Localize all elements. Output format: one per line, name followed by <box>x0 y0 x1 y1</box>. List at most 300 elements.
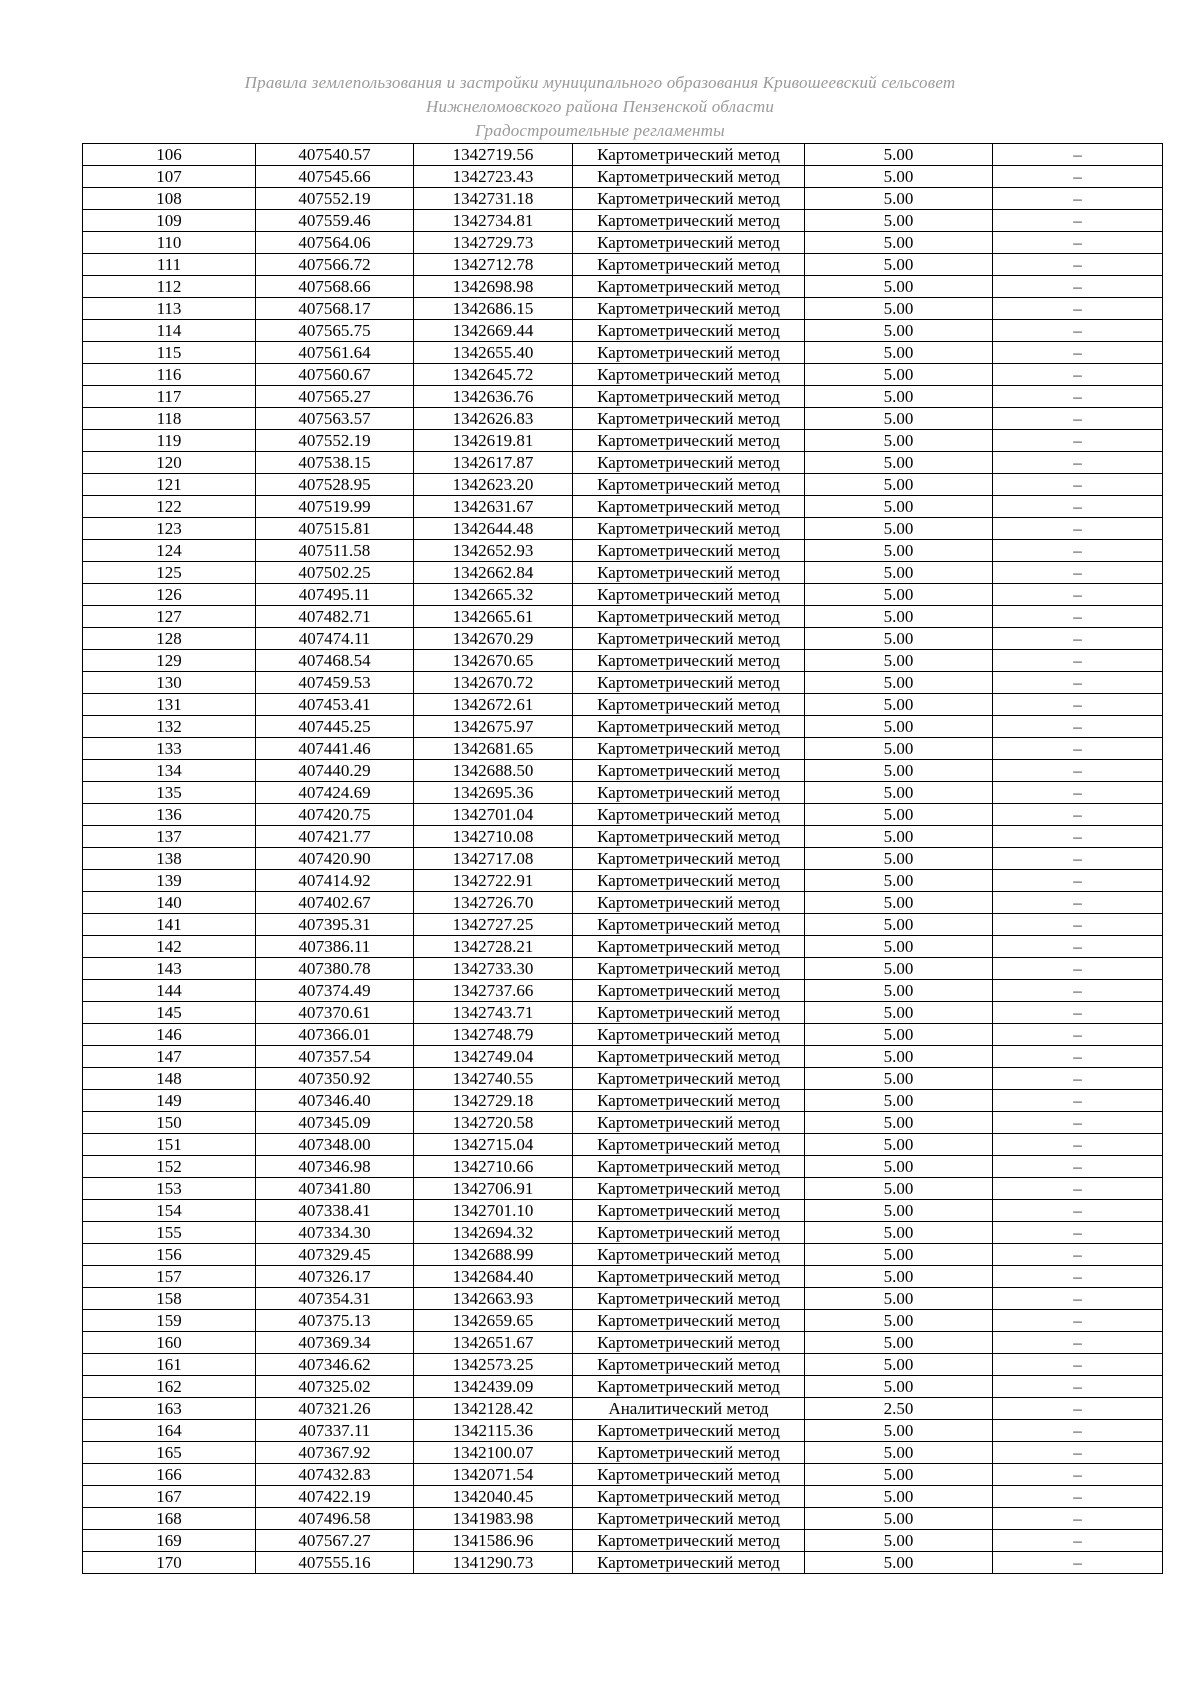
table-row <box>83 144 1163 166</box>
x-coordinate-cell: 407354.31 <box>256 1288 414 1310</box>
accuracy-cell: 5.00 <box>805 826 993 848</box>
table-row <box>83 518 1163 540</box>
method-cell: Картометрический метод <box>573 474 805 496</box>
x-coordinate-cell: 407545.66 <box>256 166 414 188</box>
method-cell: Картометрический метод <box>573 254 805 276</box>
table-row <box>83 892 1163 914</box>
method-cell: Картометрический метод <box>573 782 805 804</box>
table-row <box>83 1024 1163 1046</box>
x-coordinate-cell: 407346.98 <box>256 1156 414 1178</box>
table-row <box>83 1200 1163 1222</box>
table-row <box>83 1442 1163 1464</box>
description-cell: – <box>993 606 1163 628</box>
accuracy-cell: 5.00 <box>805 1244 993 1266</box>
description-cell: – <box>993 650 1163 672</box>
method-cell: Картометрический метод <box>573 1354 805 1376</box>
x-coordinate-cell: 407495.11 <box>256 584 414 606</box>
point-number-cell: 161 <box>83 1354 256 1376</box>
table-row <box>83 1530 1163 1552</box>
description-cell: – <box>993 1310 1163 1332</box>
point-number-cell: 117 <box>83 386 256 408</box>
method-cell: Картометрический метод <box>573 298 805 320</box>
x-coordinate-cell: 407420.75 <box>256 804 414 826</box>
accuracy-cell: 5.00 <box>805 716 993 738</box>
method-cell: Картометрический метод <box>573 914 805 936</box>
accuracy-cell: 5.00 <box>805 694 993 716</box>
y-coordinate-cell: 1342686.15 <box>414 298 573 320</box>
method-cell: Картометрический метод <box>573 1046 805 1068</box>
y-coordinate-cell: 1342722.91 <box>414 870 573 892</box>
description-cell: – <box>993 760 1163 782</box>
table-row <box>83 1156 1163 1178</box>
table-row <box>83 716 1163 738</box>
method-cell: Картометрический метод <box>573 562 805 584</box>
table-row <box>83 562 1163 584</box>
description-cell: – <box>993 870 1163 892</box>
table-row <box>83 1486 1163 1508</box>
x-coordinate-cell: 407502.25 <box>256 562 414 584</box>
accuracy-cell: 5.00 <box>805 584 993 606</box>
y-coordinate-cell: 1341586.96 <box>414 1530 573 1552</box>
method-cell: Картометрический метод <box>573 606 805 628</box>
point-number-cell: 126 <box>83 584 256 606</box>
x-coordinate-cell: 407325.02 <box>256 1376 414 1398</box>
point-number-cell: 138 <box>83 848 256 870</box>
x-coordinate-cell: 407482.71 <box>256 606 414 628</box>
x-coordinate-cell: 407559.46 <box>256 210 414 232</box>
table-row <box>83 914 1163 936</box>
accuracy-cell: 5.00 <box>805 1288 993 1310</box>
point-number-cell: 128 <box>83 628 256 650</box>
y-coordinate-cell: 1342040.45 <box>414 1486 573 1508</box>
method-cell: Картометрический метод <box>573 364 805 386</box>
point-number-cell: 113 <box>83 298 256 320</box>
x-coordinate-cell: 407414.92 <box>256 870 414 892</box>
x-coordinate-cell: 407459.53 <box>256 672 414 694</box>
table-row <box>83 958 1163 980</box>
accuracy-cell: 5.00 <box>805 1134 993 1156</box>
description-cell: – <box>993 1046 1163 1068</box>
table-row <box>83 320 1163 342</box>
x-coordinate-cell: 407552.19 <box>256 430 414 452</box>
table-row <box>83 672 1163 694</box>
point-number-cell: 170 <box>83 1552 256 1574</box>
y-coordinate-cell: 1342720.58 <box>414 1112 573 1134</box>
table-row <box>83 1310 1163 1332</box>
accuracy-cell: 5.00 <box>805 364 993 386</box>
description-cell: – <box>993 1090 1163 1112</box>
y-coordinate-cell: 1342737.66 <box>414 980 573 1002</box>
point-number-cell: 123 <box>83 518 256 540</box>
accuracy-cell: 5.00 <box>805 562 993 584</box>
x-coordinate-cell: 407422.19 <box>256 1486 414 1508</box>
description-cell: – <box>993 188 1163 210</box>
accuracy-cell: 5.00 <box>805 848 993 870</box>
description-cell: – <box>993 1376 1163 1398</box>
x-coordinate-cell: 407565.27 <box>256 386 414 408</box>
point-number-cell: 150 <box>83 1112 256 1134</box>
accuracy-cell: 5.00 <box>805 672 993 694</box>
coordinates-table-body <box>83 144 1163 1574</box>
method-cell: Картометрический метод <box>573 276 805 298</box>
y-coordinate-cell: 1342670.72 <box>414 672 573 694</box>
x-coordinate-cell: 407346.40 <box>256 1090 414 1112</box>
point-number-cell: 127 <box>83 606 256 628</box>
method-cell: Картометрический метод <box>573 210 805 232</box>
description-cell: – <box>993 1200 1163 1222</box>
point-number-cell: 165 <box>83 1442 256 1464</box>
y-coordinate-cell: 1342694.32 <box>414 1222 573 1244</box>
accuracy-cell: 5.00 <box>805 386 993 408</box>
accuracy-cell: 5.00 <box>805 1156 993 1178</box>
y-coordinate-cell: 1341983.98 <box>414 1508 573 1530</box>
accuracy-cell: 5.00 <box>805 1552 993 1574</box>
point-number-cell: 156 <box>83 1244 256 1266</box>
description-cell: – <box>993 254 1163 276</box>
description-cell: – <box>993 584 1163 606</box>
table-row <box>83 1398 1163 1420</box>
table-row <box>83 1112 1163 1134</box>
accuracy-cell: 5.00 <box>805 254 993 276</box>
point-number-cell: 124 <box>83 540 256 562</box>
description-cell: – <box>993 1354 1163 1376</box>
method-cell: Картометрический метод <box>573 1332 805 1354</box>
coordinates-table <box>82 143 1163 1574</box>
x-coordinate-cell: 407402.67 <box>256 892 414 914</box>
method-cell: Картометрический метод <box>573 1112 805 1134</box>
method-cell: Картометрический метод <box>573 144 805 166</box>
point-number-cell: 168 <box>83 1508 256 1530</box>
accuracy-cell: 5.00 <box>805 298 993 320</box>
accuracy-cell: 5.00 <box>805 1068 993 1090</box>
table-row <box>83 1244 1163 1266</box>
accuracy-cell: 5.00 <box>805 1222 993 1244</box>
y-coordinate-cell: 1342645.72 <box>414 364 573 386</box>
y-coordinate-cell: 1342100.07 <box>414 1442 573 1464</box>
accuracy-cell: 5.00 <box>805 1464 993 1486</box>
method-cell: Картометрический метод <box>573 1134 805 1156</box>
method-cell: Картометрический метод <box>573 1464 805 1486</box>
description-cell: – <box>993 364 1163 386</box>
method-cell: Картометрический метод <box>573 848 805 870</box>
table-row <box>83 1266 1163 1288</box>
x-coordinate-cell: 407341.80 <box>256 1178 414 1200</box>
accuracy-cell: 5.00 <box>805 1420 993 1442</box>
point-number-cell: 149 <box>83 1090 256 1112</box>
y-coordinate-cell: 1342723.43 <box>414 166 573 188</box>
accuracy-cell: 5.00 <box>805 1332 993 1354</box>
x-coordinate-cell: 407468.54 <box>256 650 414 672</box>
point-number-cell: 160 <box>83 1332 256 1354</box>
table-row <box>83 1046 1163 1068</box>
point-number-cell: 110 <box>83 232 256 254</box>
description-cell: – <box>993 716 1163 738</box>
description-cell: – <box>993 1178 1163 1200</box>
x-coordinate-cell: 407540.57 <box>256 144 414 166</box>
y-coordinate-cell: 1342665.61 <box>414 606 573 628</box>
table-row <box>83 1222 1163 1244</box>
description-cell: – <box>993 452 1163 474</box>
point-number-cell: 132 <box>83 716 256 738</box>
description-cell: – <box>993 1068 1163 1090</box>
y-coordinate-cell: 1342729.73 <box>414 232 573 254</box>
x-coordinate-cell: 407375.13 <box>256 1310 414 1332</box>
y-coordinate-cell: 1342115.36 <box>414 1420 573 1442</box>
y-coordinate-cell: 1342727.25 <box>414 914 573 936</box>
point-number-cell: 154 <box>83 1200 256 1222</box>
x-coordinate-cell: 407386.11 <box>256 936 414 958</box>
x-coordinate-cell: 407348.00 <box>256 1134 414 1156</box>
accuracy-cell: 5.00 <box>805 606 993 628</box>
accuracy-cell: 5.00 <box>805 1178 993 1200</box>
method-cell: Картометрический метод <box>573 540 805 562</box>
y-coordinate-cell: 1342659.65 <box>414 1310 573 1332</box>
method-cell: Картометрический метод <box>573 1530 805 1552</box>
accuracy-cell: 5.00 <box>805 914 993 936</box>
y-coordinate-cell: 1342670.65 <box>414 650 573 672</box>
y-coordinate-cell: 1342652.93 <box>414 540 573 562</box>
accuracy-cell: 5.00 <box>805 452 993 474</box>
description-cell: – <box>993 672 1163 694</box>
accuracy-cell: 5.00 <box>805 1442 993 1464</box>
x-coordinate-cell: 407564.06 <box>256 232 414 254</box>
method-cell: Картометрический метод <box>573 1288 805 1310</box>
description-cell: – <box>993 782 1163 804</box>
y-coordinate-cell: 1342662.84 <box>414 562 573 584</box>
method-cell: Картометрический метод <box>573 1420 805 1442</box>
point-number-cell: 144 <box>83 980 256 1002</box>
method-cell: Картометрический метод <box>573 1376 805 1398</box>
y-coordinate-cell: 1342651.67 <box>414 1332 573 1354</box>
y-coordinate-cell: 1342743.71 <box>414 1002 573 1024</box>
table-row <box>83 1068 1163 1090</box>
description-cell: – <box>993 1420 1163 1442</box>
accuracy-cell: 5.00 <box>805 144 993 166</box>
table-row <box>83 1464 1163 1486</box>
accuracy-cell: 5.00 <box>805 958 993 980</box>
table-row <box>83 848 1163 870</box>
accuracy-cell: 5.00 <box>805 892 993 914</box>
point-number-cell: 153 <box>83 1178 256 1200</box>
table-row <box>83 1134 1163 1156</box>
description-cell: – <box>993 144 1163 166</box>
description-cell: – <box>993 496 1163 518</box>
description-cell: – <box>993 914 1163 936</box>
y-coordinate-cell: 1341290.73 <box>414 1552 573 1574</box>
table-row <box>83 1090 1163 1112</box>
table-row <box>83 694 1163 716</box>
accuracy-cell: 5.00 <box>805 496 993 518</box>
table-row <box>83 1376 1163 1398</box>
y-coordinate-cell: 1342749.04 <box>414 1046 573 1068</box>
x-coordinate-cell: 407366.01 <box>256 1024 414 1046</box>
point-number-cell: 155 <box>83 1222 256 1244</box>
y-coordinate-cell: 1342684.40 <box>414 1266 573 1288</box>
point-number-cell: 145 <box>83 1002 256 1024</box>
point-number-cell: 169 <box>83 1530 256 1552</box>
point-number-cell: 125 <box>83 562 256 584</box>
table-row <box>83 804 1163 826</box>
description-cell: – <box>993 276 1163 298</box>
accuracy-cell: 5.00 <box>805 1266 993 1288</box>
description-cell: – <box>993 166 1163 188</box>
method-cell: Картометрический метод <box>573 870 805 892</box>
accuracy-cell: 5.00 <box>805 1376 993 1398</box>
x-coordinate-cell: 407337.11 <box>256 1420 414 1442</box>
table-row <box>83 584 1163 606</box>
description-cell: – <box>993 430 1163 452</box>
point-number-cell: 133 <box>83 738 256 760</box>
point-number-cell: 114 <box>83 320 256 342</box>
description-cell: – <box>993 1244 1163 1266</box>
description-cell: – <box>993 804 1163 826</box>
table-row <box>83 408 1163 430</box>
accuracy-cell: 5.00 <box>805 1200 993 1222</box>
y-coordinate-cell: 1342710.66 <box>414 1156 573 1178</box>
y-coordinate-cell: 1342128.42 <box>414 1398 573 1420</box>
y-coordinate-cell: 1342701.04 <box>414 804 573 826</box>
point-number-cell: 119 <box>83 430 256 452</box>
x-coordinate-cell: 407395.31 <box>256 914 414 936</box>
x-coordinate-cell: 407357.54 <box>256 1046 414 1068</box>
point-number-cell: 151 <box>83 1134 256 1156</box>
description-cell: – <box>993 408 1163 430</box>
x-coordinate-cell: 407515.81 <box>256 518 414 540</box>
y-coordinate-cell: 1342729.18 <box>414 1090 573 1112</box>
accuracy-cell: 5.00 <box>805 628 993 650</box>
description-cell: – <box>993 738 1163 760</box>
method-cell: Картометрический метод <box>573 892 805 914</box>
y-coordinate-cell: 1342710.08 <box>414 826 573 848</box>
accuracy-cell: 5.00 <box>805 188 993 210</box>
x-coordinate-cell: 407420.90 <box>256 848 414 870</box>
description-cell: – <box>993 628 1163 650</box>
table-row <box>83 1332 1163 1354</box>
accuracy-cell: 5.00 <box>805 936 993 958</box>
x-coordinate-cell: 407346.62 <box>256 1354 414 1376</box>
method-cell: Картометрический метод <box>573 232 805 254</box>
description-cell: – <box>993 848 1163 870</box>
description-cell: – <box>993 474 1163 496</box>
method-cell: Картометрический метод <box>573 430 805 452</box>
y-coordinate-cell: 1342669.44 <box>414 320 573 342</box>
point-number-cell: 142 <box>83 936 256 958</box>
point-number-cell: 148 <box>83 1068 256 1090</box>
method-cell: Картометрический метод <box>573 1486 805 1508</box>
method-cell: Картометрический метод <box>573 650 805 672</box>
accuracy-cell: 5.00 <box>805 1024 993 1046</box>
method-cell: Картометрический метод <box>573 188 805 210</box>
description-cell: – <box>993 518 1163 540</box>
x-coordinate-cell: 407496.58 <box>256 1508 414 1530</box>
point-number-cell: 115 <box>83 342 256 364</box>
description-cell: – <box>993 1156 1163 1178</box>
point-number-cell: 122 <box>83 496 256 518</box>
accuracy-cell: 5.00 <box>805 1508 993 1530</box>
point-number-cell: 116 <box>83 364 256 386</box>
y-coordinate-cell: 1342698.98 <box>414 276 573 298</box>
accuracy-cell: 5.00 <box>805 232 993 254</box>
accuracy-cell: 5.00 <box>805 430 993 452</box>
method-cell: Картометрический метод <box>573 826 805 848</box>
point-number-cell: 167 <box>83 1486 256 1508</box>
point-number-cell: 163 <box>83 1398 256 1420</box>
table-row <box>83 782 1163 804</box>
point-number-cell: 118 <box>83 408 256 430</box>
method-cell: Картометрический метод <box>573 584 805 606</box>
point-number-cell: 106 <box>83 144 256 166</box>
method-cell: Картометрический метод <box>573 496 805 518</box>
method-cell: Картометрический метод <box>573 738 805 760</box>
method-cell: Картометрический метод <box>573 452 805 474</box>
y-coordinate-cell: 1342636.76 <box>414 386 573 408</box>
accuracy-cell: 5.00 <box>805 1046 993 1068</box>
x-coordinate-cell: 407568.66 <box>256 276 414 298</box>
y-coordinate-cell: 1342712.78 <box>414 254 573 276</box>
table-row <box>83 540 1163 562</box>
table-row <box>83 870 1163 892</box>
x-coordinate-cell: 407432.83 <box>256 1464 414 1486</box>
table-row <box>83 386 1163 408</box>
table-row <box>83 1508 1163 1530</box>
point-number-cell: 157 <box>83 1266 256 1288</box>
method-cell: Картометрический метод <box>573 1552 805 1574</box>
point-number-cell: 143 <box>83 958 256 980</box>
description-cell: – <box>993 826 1163 848</box>
x-coordinate-cell: 407565.75 <box>256 320 414 342</box>
description-cell: – <box>993 958 1163 980</box>
point-number-cell: 109 <box>83 210 256 232</box>
accuracy-cell: 5.00 <box>805 782 993 804</box>
x-coordinate-cell: 407440.29 <box>256 760 414 782</box>
accuracy-cell: 5.00 <box>805 1310 993 1332</box>
point-number-cell: 112 <box>83 276 256 298</box>
description-cell: – <box>993 1332 1163 1354</box>
method-cell: Картометрический метод <box>573 1222 805 1244</box>
method-cell: Картометрический метод <box>573 760 805 782</box>
x-coordinate-cell: 407326.17 <box>256 1266 414 1288</box>
accuracy-cell: 5.00 <box>805 210 993 232</box>
table-row <box>83 364 1163 386</box>
y-coordinate-cell: 1342719.56 <box>414 144 573 166</box>
point-number-cell: 111 <box>83 254 256 276</box>
description-cell: – <box>993 232 1163 254</box>
y-coordinate-cell: 1342733.30 <box>414 958 573 980</box>
table-row <box>83 496 1163 518</box>
accuracy-cell: 5.00 <box>805 342 993 364</box>
table-row <box>83 628 1163 650</box>
x-coordinate-cell: 407334.30 <box>256 1222 414 1244</box>
y-coordinate-cell: 1342734.81 <box>414 210 573 232</box>
table-row <box>83 188 1163 210</box>
point-number-cell: 158 <box>83 1288 256 1310</box>
description-cell: – <box>993 694 1163 716</box>
x-coordinate-cell: 407511.58 <box>256 540 414 562</box>
point-number-cell: 130 <box>83 672 256 694</box>
y-coordinate-cell: 1342728.21 <box>414 936 573 958</box>
table-row <box>83 342 1163 364</box>
method-cell: Картометрический метод <box>573 166 805 188</box>
y-coordinate-cell: 1342706.91 <box>414 1178 573 1200</box>
x-coordinate-cell: 407567.27 <box>256 1530 414 1552</box>
accuracy-cell: 2.50 <box>805 1398 993 1420</box>
x-coordinate-cell: 407338.41 <box>256 1200 414 1222</box>
x-coordinate-cell: 407424.69 <box>256 782 414 804</box>
point-number-cell: 129 <box>83 650 256 672</box>
table-row <box>83 1552 1163 1574</box>
point-number-cell: 162 <box>83 1376 256 1398</box>
point-number-cell: 147 <box>83 1046 256 1068</box>
